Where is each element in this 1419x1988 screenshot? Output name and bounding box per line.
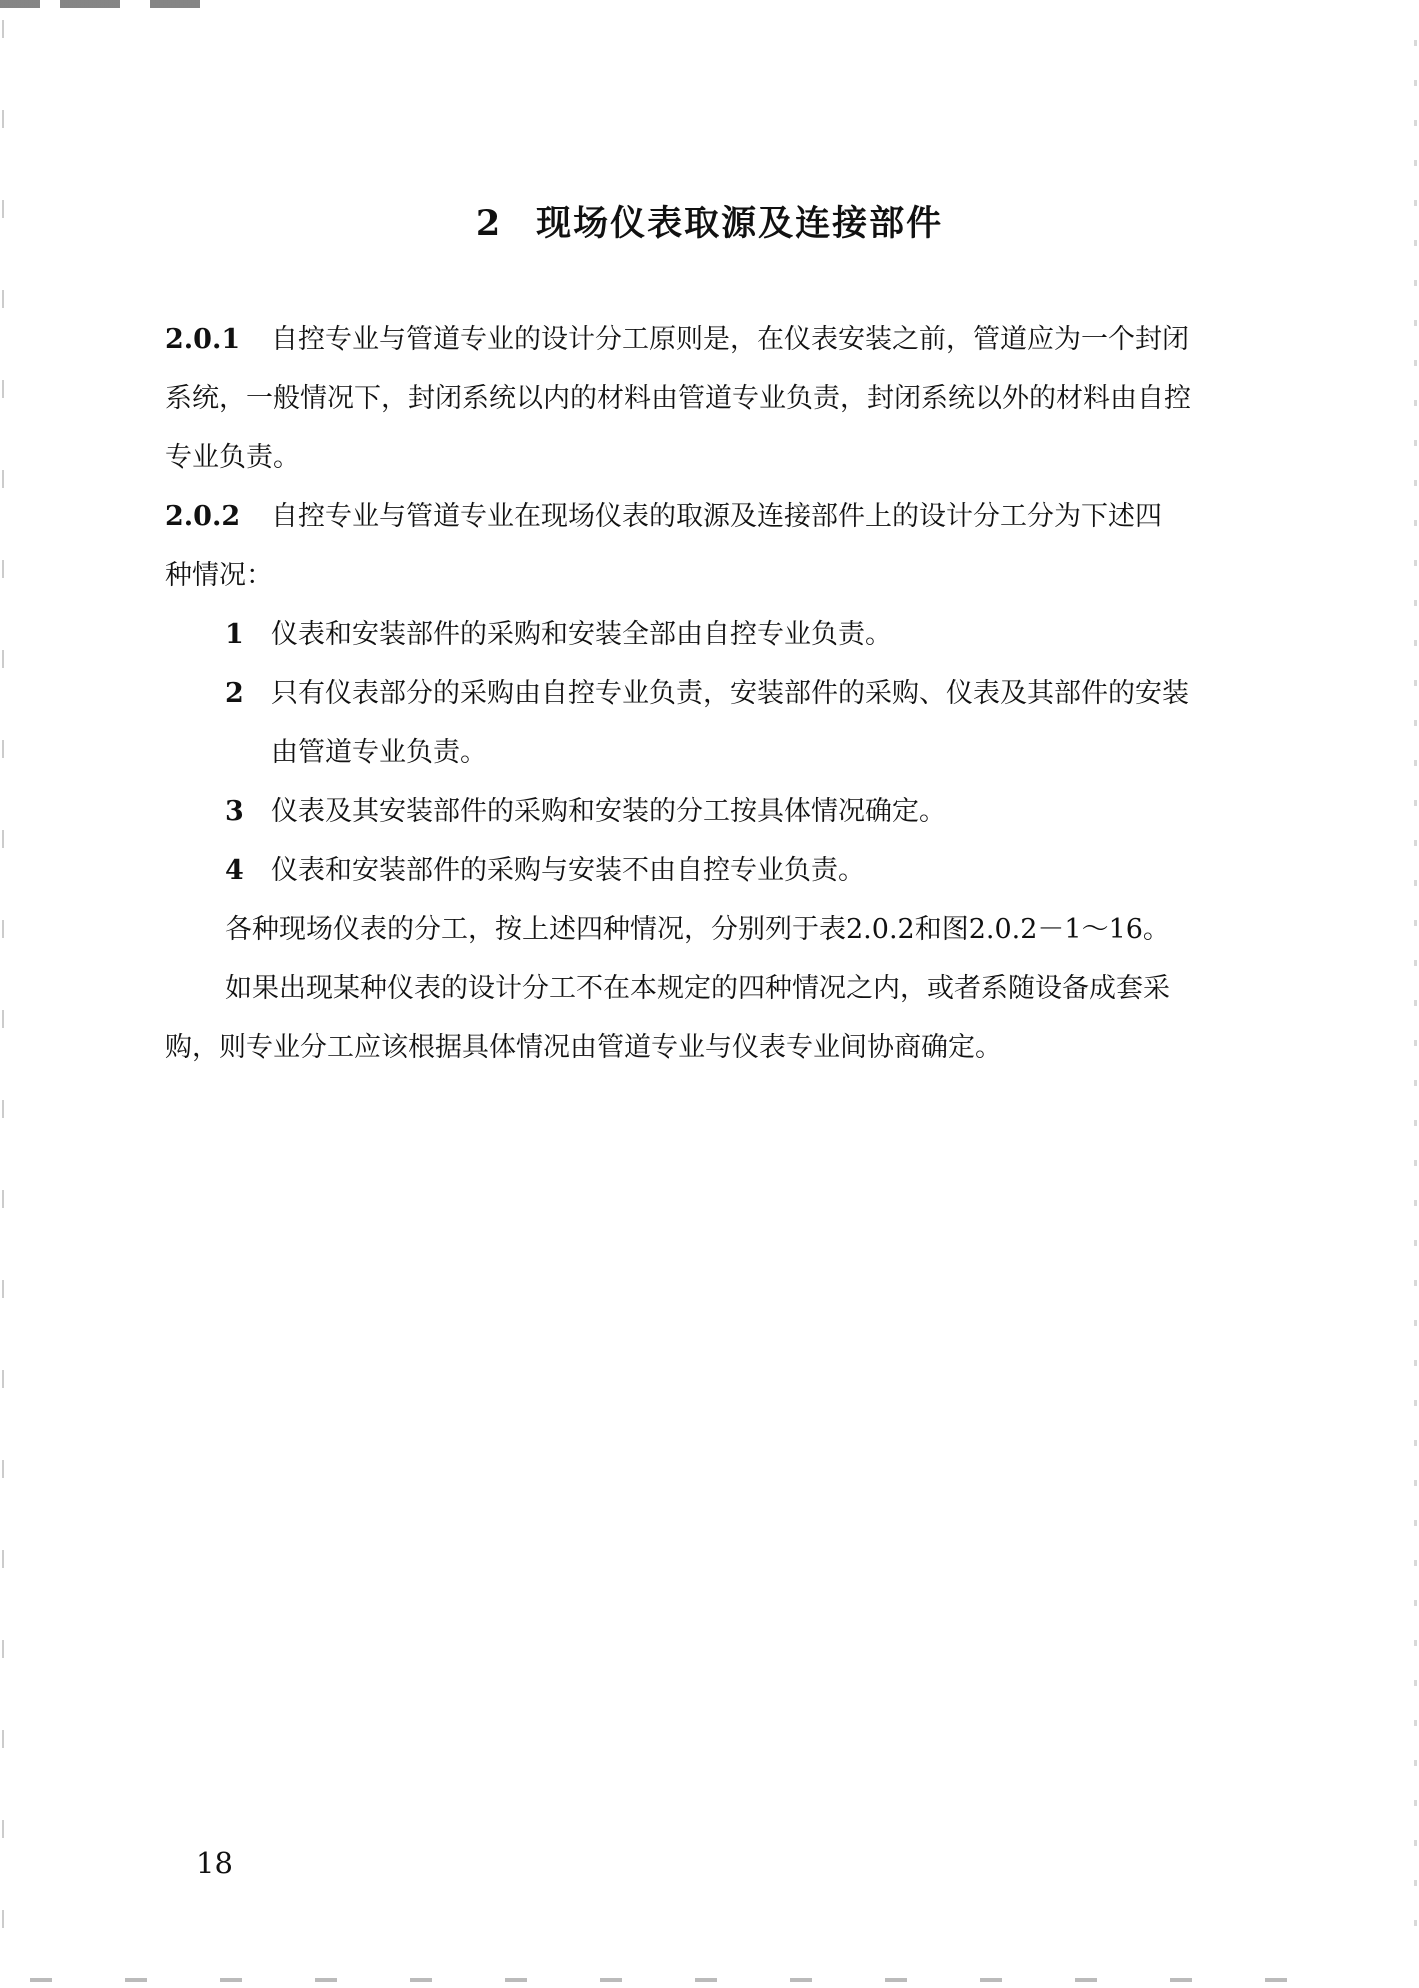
list-item-3-text: 仪表及其安装部件的采购和安装的分工按具体情况确定。 <box>271 796 946 827</box>
clause-202-line-2: 种情况： <box>165 560 273 591</box>
list-item-2-text-1: 只有仪表部分的采购由自控专业负责，安装部件的采购、仪表及其部件的安装 <box>271 678 1189 709</box>
clause-201-line-1 <box>165 310 1265 369</box>
clause-201-line-2: 系统，一般情况下，封闭系统以内的材料由管道专业负责，封闭系统以外的材料由自控 <box>165 383 1191 414</box>
list-item-2 <box>165 664 1265 723</box>
paragraph-1: 各种现场仪表的分工，按上述四种情况，分别列于表2.0.2和图2.0.2－1～16。 <box>225 914 1170 945</box>
scan-artifact-top <box>0 0 220 8</box>
clause-201-line-3: 专业负责。 <box>165 442 300 473</box>
clause-201-text-1: 自控专业与管道专业的设计分工原则是，在仪表安装之前，管道应为一个封闭 <box>271 324 1189 355</box>
list-item-2-text-2: 由管道专业负责。 <box>271 737 487 768</box>
list-item-1-number: 1 <box>225 619 244 650</box>
list-item-4 <box>165 841 1265 900</box>
list-item-3-number: 3 <box>225 796 244 827</box>
paragraph-2-line-2: 购，则专业分工应该根据具体情况由管道专业与仪表专业间协商确定。 <box>165 1032 1002 1063</box>
scan-artifact-bottom <box>30 1978 1330 1982</box>
chapter-title <box>0 196 1419 246</box>
paragraph-2-line-1: 如果出现某种仪表的设计分工不在本规定的四种情况之内，或者系随设备成套采 <box>225 973 1170 1004</box>
document-body <box>165 310 1265 1077</box>
clause-202-number: 2.0.2 <box>165 501 241 532</box>
list-item-1 <box>165 605 1265 664</box>
scan-artifact-right <box>1414 40 1417 1940</box>
list-item-2-number: 2 <box>225 678 244 709</box>
chapter-number: 2 <box>475 203 503 244</box>
list-item-1-text: 仪表和安装部件的采购和安装全部由自控专业负责。 <box>271 619 892 650</box>
list-item-3 <box>165 782 1265 841</box>
chapter-title-text: 现场仪表取源及连接部件 <box>536 204 944 244</box>
scan-artifact-left <box>2 20 4 1960</box>
clause-201-number: 2.0.1 <box>165 324 241 355</box>
clause-202-line-1 <box>165 487 1265 546</box>
list-item-4-number: 4 <box>225 855 244 886</box>
list-item-4-text: 仪表和安装部件的采购与安装不由自控专业负责。 <box>271 855 865 886</box>
clause-202-text-1: 自控专业与管道专业在现场仪表的取源及连接部件上的设计分工分为下述四 <box>271 501 1162 532</box>
page-number: 18 <box>196 1846 233 1880</box>
